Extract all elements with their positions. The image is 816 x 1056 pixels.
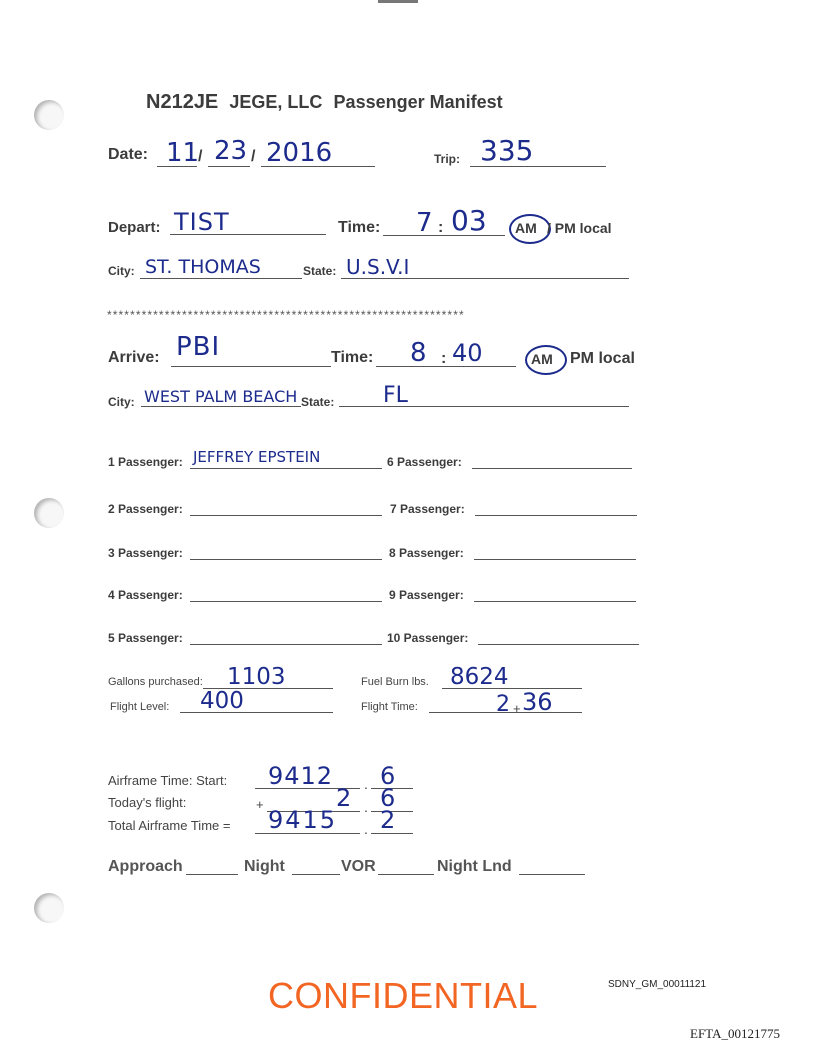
date-day-line	[208, 166, 250, 167]
flight-time-sep: +	[513, 701, 521, 716]
trip-number: 335	[480, 134, 534, 167]
arrive-pm-local: PM local	[570, 350, 635, 367]
passenger-7-label: 7 Passenger:	[390, 502, 465, 516]
depart-state-label: State:	[303, 264, 337, 278]
fuel-burn-label: Fuel Burn lbs.	[361, 676, 429, 688]
today-flight-whole: 2	[336, 784, 352, 812]
company-name: JEGE, LLC	[229, 92, 323, 112]
depart-am: AM	[515, 220, 537, 236]
depart-state: U.S.V.I	[346, 255, 410, 279]
depart-airport: TIST	[174, 208, 230, 236]
depart-hour: 7	[416, 208, 433, 238]
passenger-3-line	[190, 559, 382, 560]
arrive-state-label: State:	[301, 395, 335, 409]
depart-time-colon: :	[438, 219, 444, 236]
flight-level-value: 400	[200, 688, 244, 714]
date-month: 11	[166, 138, 200, 168]
arrive-airport: PBI	[176, 332, 221, 362]
manifest-title	[146, 91, 503, 114]
vor-line	[378, 874, 434, 875]
arrive-am: AM	[531, 351, 553, 367]
today-flight-plus: +	[256, 797, 264, 812]
arrive-label: Arrive:	[108, 349, 160, 366]
passenger-2-label: 2 Passenger:	[108, 502, 183, 516]
flight-time-minutes: 36	[522, 688, 553, 716]
passenger-9-line	[474, 601, 636, 602]
total-airframe-dot: .	[364, 821, 368, 837]
total-airframe-whole: 9415	[268, 806, 338, 834]
bates-number: SDNY_GM_00011121	[608, 979, 707, 990]
flight-level-label: Flight Level:	[110, 701, 170, 713]
arrive-city-line	[141, 406, 301, 407]
depart-city-label: City:	[108, 264, 135, 278]
binder-hole-top	[34, 100, 64, 130]
top-edge-mark	[378, 0, 418, 3]
total-airframe-label: Total Airframe Time =	[108, 818, 231, 833]
passenger-1-name: JEFFREY EPSTEIN	[193, 448, 321, 466]
passenger-4-label: 4 Passenger:	[108, 588, 183, 602]
passenger-6-line	[472, 468, 632, 469]
night-line	[292, 874, 340, 875]
depart-city: ST. THOMAS	[145, 256, 261, 278]
passenger-1-line	[190, 468, 382, 469]
arrive-time-colon: :	[441, 350, 447, 367]
night-lnd-label: Night Lnd	[437, 858, 512, 875]
fuel-burn-value: 8624	[450, 664, 509, 690]
today-flight-label: Today's flight:	[108, 795, 187, 810]
night-label: Night	[244, 858, 285, 875]
date-sep-2: /	[251, 148, 256, 165]
efta-number: EFTA_00121775	[690, 1026, 780, 1041]
tail-number: N212JE	[146, 91, 219, 113]
depart-time-label: Time:	[338, 219, 381, 236]
passenger-8-label: 8 Passenger:	[389, 546, 464, 560]
arrive-time-label: Time:	[331, 349, 374, 366]
depart-minute: 03	[451, 204, 487, 237]
passenger-9-label: 9 Passenger:	[389, 588, 464, 602]
flight-time-label: Flight Time:	[361, 701, 418, 713]
airframe-start-tenth: 6	[380, 762, 396, 790]
binder-hole-bottom	[34, 893, 64, 923]
passenger-10-line	[478, 644, 639, 645]
depart-pm-local: / PM local	[547, 220, 612, 236]
approach-line	[186, 874, 238, 875]
arrive-city-label: City:	[108, 395, 135, 409]
passenger-1-label: 1 Passenger:	[108, 455, 183, 469]
arrive-hour: 8	[410, 338, 427, 368]
depart-time-line	[383, 235, 505, 236]
passenger-10-label: 10 Passenger:	[387, 631, 469, 645]
airframe-start-dot: .	[364, 776, 368, 792]
passenger-7-line	[475, 515, 637, 516]
arrive-airport-line	[171, 366, 331, 367]
binder-hole-middle	[34, 498, 64, 528]
passenger-5-label: 5 Passenger:	[108, 631, 183, 645]
confidential-stamp: CONFIDENTIAL	[268, 975, 539, 1016]
airframe-start-label: Airframe Time: Start:	[108, 773, 228, 788]
today-flight-dot: .	[364, 799, 368, 815]
date-sep-1: /	[198, 148, 203, 165]
arrive-state: FL	[383, 383, 408, 408]
passenger-8-line	[474, 559, 636, 560]
passenger-5-line	[190, 644, 382, 645]
arrive-minute: 40	[452, 339, 483, 367]
depart-city-line	[140, 278, 302, 279]
trip-label: Trip:	[434, 152, 460, 166]
airframe-start-whole: 9412	[268, 762, 334, 790]
passenger-2-line	[190, 515, 382, 516]
today-flight-tenth: 6	[380, 784, 396, 812]
arrive-city: WEST PALM BEACH	[144, 387, 298, 406]
date-day: 23	[214, 136, 248, 166]
gallons-label: Gallons purchased:	[108, 676, 203, 688]
passenger-4-line	[190, 601, 382, 602]
date-label: Date:	[108, 146, 149, 163]
approach-label: Approach	[108, 858, 183, 875]
date-year: 2016	[266, 138, 333, 168]
depart-label: Depart:	[108, 219, 161, 236]
manifest-heading: Passenger Manifest	[333, 92, 503, 112]
night-lnd-line	[519, 874, 585, 875]
passenger-3-label: 3 Passenger:	[108, 546, 183, 560]
passenger-6-label: 6 Passenger:	[387, 455, 462, 469]
section-separator: **************************************************************	[107, 308, 465, 322]
vor-label: VOR	[341, 858, 376, 875]
total-airframe-tenth: 2	[380, 806, 396, 834]
gallons-value: 1103	[227, 664, 286, 690]
flight-time-hours: 2	[496, 692, 510, 717]
